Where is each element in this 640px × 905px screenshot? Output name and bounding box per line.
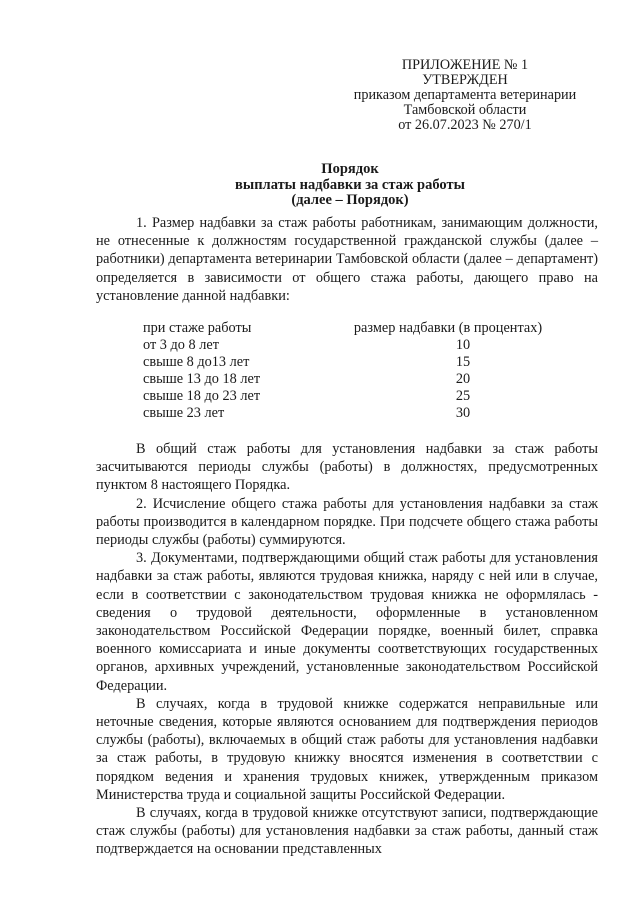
order-date-number: от 26.07.2023 № 270/1 <box>398 117 532 133</box>
paragraph-5: В случаях, когда в трудовой книжке содержатся неправильные или неточные сведения, которые являются основанием для подтверждения периодов службы (работы), включаемых в общий стаж работы для установления надбавки за стаж работы, в трудовую книжку вносятся изменения в соответствии с порядком ведения и хранения трудовых книжек, утвержденным приказом Министерства труда и социальной защиты Российской Федерации. <box>96 695 598 803</box>
rate-amount: 30 <box>455 405 471 421</box>
title-line-1: Порядок <box>321 161 379 177</box>
rate-experience: свыше 8 до13 лет <box>143 354 250 370</box>
approved-label: УТВЕРЖДЕН <box>422 72 508 88</box>
order-issuer: приказом департамента ветеринарии <box>353 87 577 103</box>
paragraph-1-text: 1. Размер надбавки за стаж работы работникам, занимающим должности, не отнесенные к должностям государственной гражданской службы (далее – работники) департамента ветеринарии Тамбовской области (далее – департамент) определяется в зависимости от общего стажа работы, дающего право на установление данной надбавки: <box>96 215 598 304</box>
paragraph-4: 3. Документами, подтверждающими общий стаж работы для установления надбавки за стаж работы, являются трудовая книжка, наряду с ней или в случае, если в соответствии с законодательством трудовая книжка не оформлялась - сведения о трудовой деятельности, оформленные в установленном законодательством Российской Федерации порядке, военный билет, справка военного комиссариата и иные документы соответствующих государственных органов, архивных учреждений, установленные законодательством Российской Федерации. <box>96 550 598 694</box>
appendix-number: ПРИЛОЖЕНИЕ № 1 <box>401 57 529 73</box>
order-region: Тамбовской области <box>403 102 527 118</box>
document-title <box>90 162 610 209</box>
rates-row <box>143 388 583 405</box>
rate-experience: от 3 до 8 лет <box>143 337 219 353</box>
rate-amount: 25 <box>455 388 471 404</box>
rates-row <box>143 337 583 354</box>
rates-row <box>143 371 583 388</box>
paragraph-6: В случаях, когда в трудовой книжке отсутствуют записи, подтверждающие стаж службы (работы) для установления надбавки за стаж работы, данный стаж подтверждается на основании представленных <box>96 805 598 858</box>
appendix-stamp <box>340 58 590 133</box>
rate-amount: 10 <box>455 337 471 353</box>
paragraph-3: 2. Исчисление общего стажа работы для установления надбавки за стаж работы производится в календарном порядке. При подсчете общего стажа работы периоды службы (работы) суммируются. <box>96 495 598 549</box>
title-line-3: (далее – Порядок) <box>291 192 409 208</box>
title-line-2: выплаты надбавки за стаж работы <box>235 176 465 193</box>
header-experience: при стаже работы <box>143 320 252 336</box>
rate-experience: свыше 13 до 18 лет <box>143 371 261 387</box>
body-text <box>96 440 598 859</box>
rates-row <box>143 354 583 371</box>
rates-header-row <box>143 320 583 337</box>
paragraph-1 <box>96 214 598 305</box>
header-amount: размер надбавки (в процентах) <box>353 320 543 336</box>
rates-row <box>143 405 583 422</box>
rates-table <box>143 320 583 422</box>
rate-amount: 15 <box>455 354 471 370</box>
rate-experience: свыше 18 до 23 лет <box>143 388 261 404</box>
paragraph-2: В общий стаж работы для установления надбавки за стаж работы засчитываются периоды службы (работы) в должностях, предусмотренных пунктом 8 настоящего Порядка. <box>96 441 598 494</box>
rate-experience: свыше 23 лет <box>143 405 225 421</box>
rate-amount: 20 <box>455 371 471 387</box>
